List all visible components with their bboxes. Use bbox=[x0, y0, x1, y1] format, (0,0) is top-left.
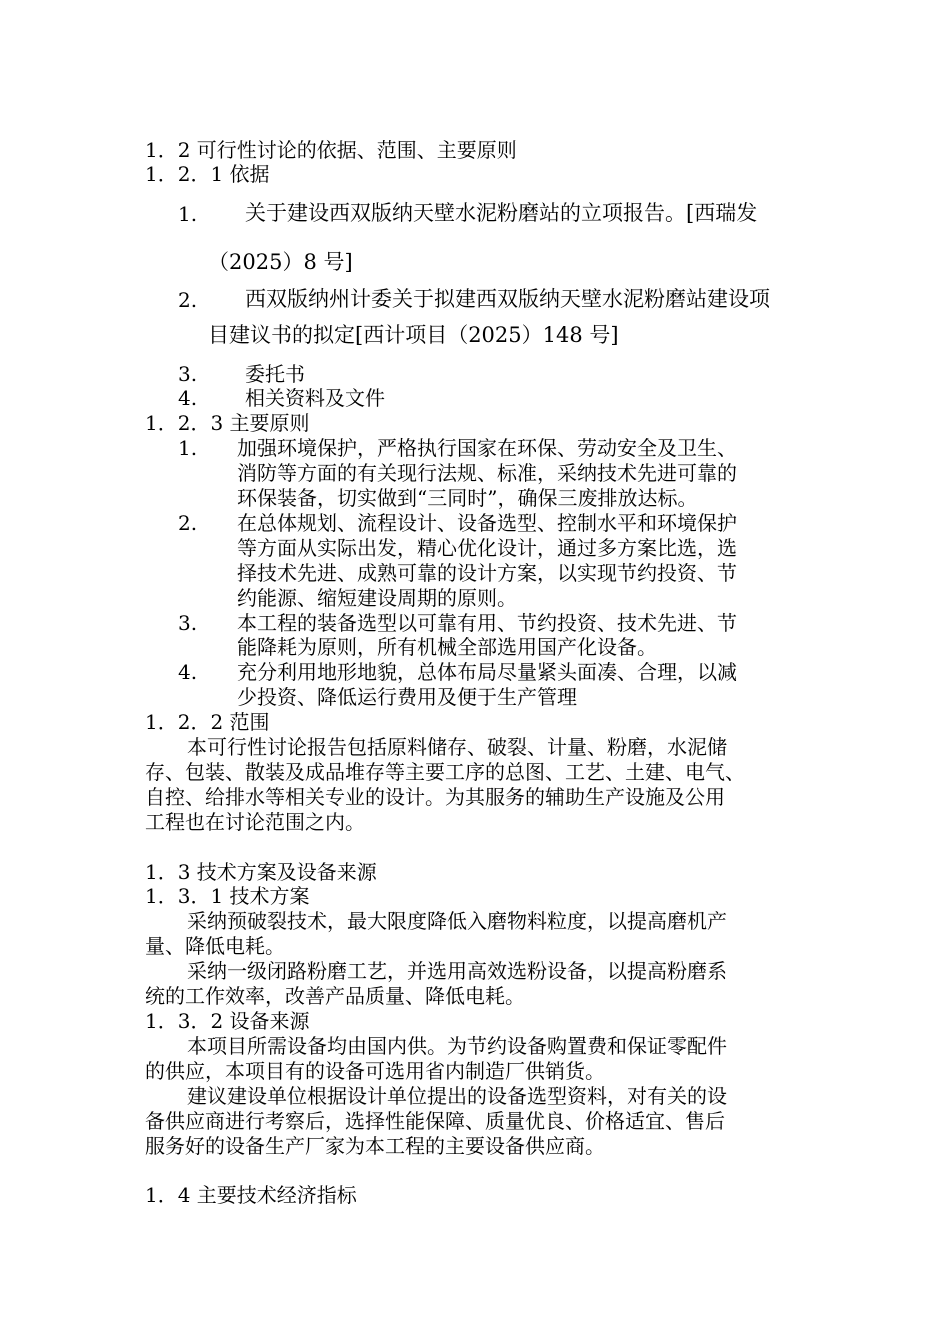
scope-line-2: 存、包装、散装及成品堆存等主要工序的总图、工艺、土建、电气、 bbox=[145, 760, 745, 784]
principle-1-number: 1. bbox=[178, 436, 198, 460]
section-1-3-2-heading: 1．3．2 设备来源 bbox=[145, 1009, 310, 1033]
principle-4-line-1: 充分利用地形地貌，总体布局尽量紧头面凑、合理，以减 bbox=[237, 660, 737, 684]
principle-1-line-3: 环保装备，切实做到“三同时”，确保三废排放达标。 bbox=[237, 486, 698, 510]
basis-item-4-line-1: 相关资料及文件 bbox=[245, 386, 385, 410]
principle-2-line-4: 约能源、缩短建设周期的原则。 bbox=[237, 586, 517, 610]
principle-2-line-1: 在总体规划、流程设计、设备选型、控制水平和环境保护 bbox=[237, 511, 737, 535]
equip-para-2-line-3: 服务好的设备生产厂家为本工程的主要设备供应商。 bbox=[145, 1134, 605, 1158]
scope-line-3: 自控、给排水等相关专业的设计。为其服务的辅助生产设施及公用 bbox=[145, 785, 725, 809]
basis-item-4-number: 4. bbox=[178, 386, 198, 410]
tech-para-2-line-1: 采纳一级闭路粉磨工艺，并选用高效选粉设备，以提高粉磨系 bbox=[187, 959, 727, 983]
section-1-2-heading: 1．2 可行性讨论的依据、范围、主要原则 bbox=[145, 138, 517, 162]
principle-3-line-1: 本工程的装备选型以可靠有用、节约投资、技术先进、节 bbox=[237, 611, 737, 635]
equip-para-1-line-1: 本项目所需设备均由国内供。为节约设备购置费和保证零配件 bbox=[187, 1034, 727, 1058]
principle-1-line-1: 加强环境保护，严格执行国家在环保、劳动安全及卫生、 bbox=[237, 436, 737, 460]
tech-para-1-line-1: 采纳预破裂技术，最大限度降低入磨物料粒度，以提高磨机产 bbox=[187, 909, 727, 933]
principle-2-line-2: 等方面从实际出发，精心优化设计，通过多方案比选，选 bbox=[237, 536, 737, 560]
tech-para-2-line-2: 统的工作效率，改善产品质量、降低电耗。 bbox=[145, 984, 525, 1008]
principle-3-line-2: 能降耗为原则，所有机械全部选用国产化设备。 bbox=[237, 635, 657, 659]
principle-2-number: 2. bbox=[178, 511, 198, 535]
section-1-2-1-heading: 1．2．1 依据 bbox=[145, 162, 270, 186]
basis-item-1-number: 1. bbox=[178, 202, 198, 226]
principle-2-line-3: 择技术先进、成熟可靠的设计方案，以实现节约投资、节 bbox=[237, 561, 737, 585]
principle-3-number: 3. bbox=[178, 611, 198, 635]
section-1-2-2-heading: 1．2．2 范围 bbox=[145, 710, 270, 734]
scope-line-1: 本可行性讨论报告包括原料储存、破裂、计量、粉磨，水泥储 bbox=[187, 735, 727, 759]
section-1-2-3-heading: 1．2．3 主要原则 bbox=[145, 411, 310, 435]
basis-item-2-line-1: 西双版纳州计委关于拟建西双版纳天壁水泥粉磨站建设项 bbox=[245, 287, 770, 311]
principle-4-line-2: 少投资、降低运行费用及便于生产管理 bbox=[237, 685, 577, 709]
equip-para-2-line-2: 备供应商进行考察后，选择性能保障、质量优良、价格适宜、售后 bbox=[145, 1109, 725, 1133]
basis-item-2-number: 2. bbox=[178, 288, 198, 312]
section-1-4-heading: 1．4 主要技术经济指标 bbox=[145, 1183, 357, 1207]
equip-para-2-line-1: 建议建设单位根据设计单位提出的设备选型资料，对有关的设 bbox=[187, 1084, 727, 1108]
tech-para-1-line-2: 量、降低电耗。 bbox=[145, 934, 285, 958]
basis-item-1-line-2: （2025）8 号] bbox=[208, 250, 353, 274]
basis-item-1-line-1: 关于建设西双版纳天壁水泥粉磨站的立项报告。[西瑞发 bbox=[245, 201, 758, 225]
basis-item-2-line-2: 目建议书的拟定[西计项目（2025）148 号] bbox=[208, 323, 619, 347]
section-1-3-1-heading: 1．3．1 技术方案 bbox=[145, 884, 310, 908]
equip-para-1-line-2: 的供应，本项目有的设备可选用省内制造厂供销货。 bbox=[145, 1059, 605, 1083]
scope-line-4: 工程也在讨论范围之内。 bbox=[145, 810, 365, 834]
basis-item-3-number: 3. bbox=[178, 362, 198, 386]
principle-4-number: 4. bbox=[178, 660, 198, 684]
principle-1-line-2: 消防等方面的有关现行法规、标准，采纳技术先进可靠的 bbox=[237, 461, 737, 485]
basis-item-3-line-1: 委托书 bbox=[245, 362, 305, 386]
section-1-3-heading: 1．3 技术方案及设备来源 bbox=[145, 860, 377, 884]
